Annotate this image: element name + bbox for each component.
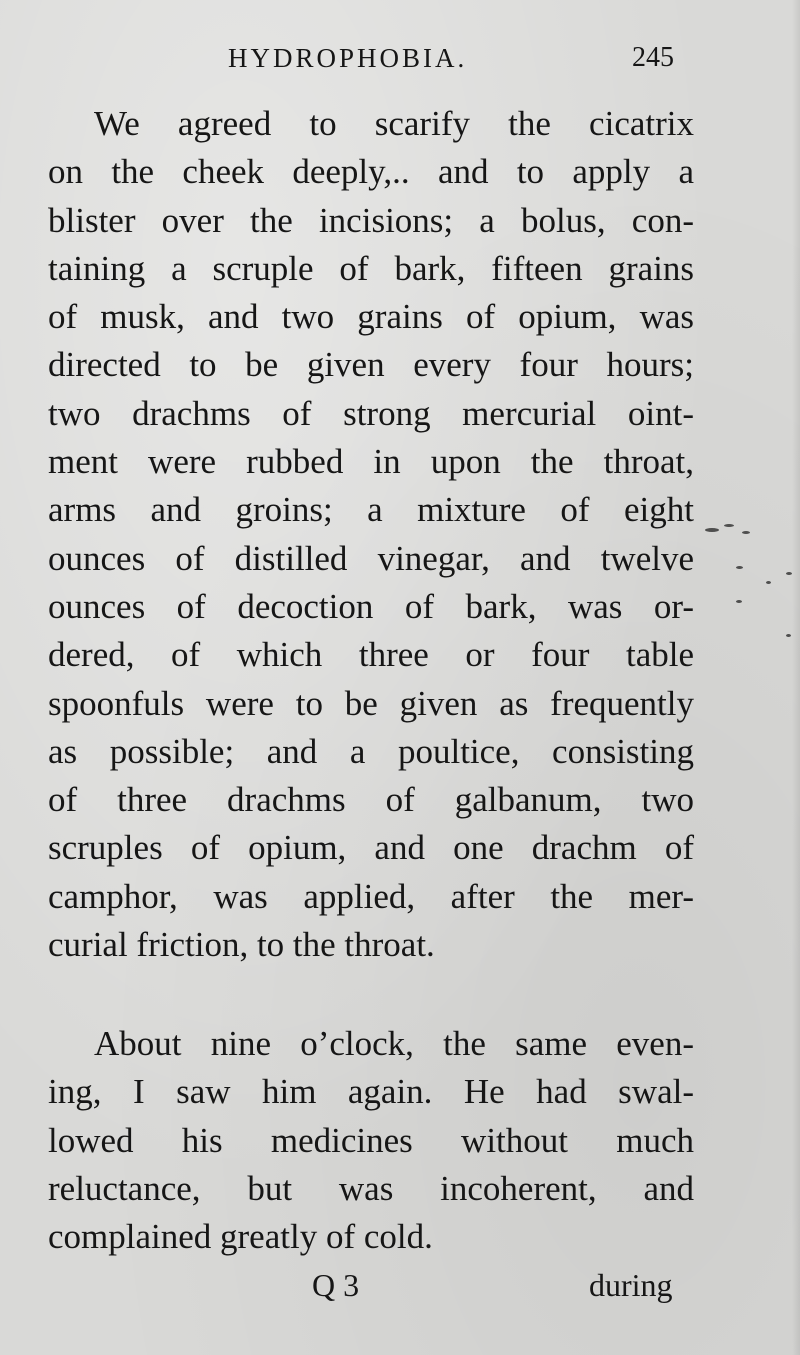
page-header [0,38,800,78]
text-line: blister over the incisions; a bolus, con- [48,200,694,240]
running-title: HYDROPHOBIA. [228,43,468,73]
page-footer [0,1262,800,1308]
text-line: ment were rubbed in upon the throat, [48,442,694,482]
ink-speck [766,581,771,584]
text-line: arms and groins; a mixture of eight [48,490,694,530]
text-line: camphor, was applied, after the mer- [48,876,694,916]
ink-speck [705,528,719,532]
ink-speck [736,600,742,603]
text-line: as possible; and a poultice, consisting [48,731,694,771]
ink-speck [724,524,734,527]
text-line: lowed his medicines without much [48,1120,694,1160]
text-line: on the cheek deeply,.. and to apply a [48,152,694,192]
page-edge-shadow [792,0,800,1355]
ink-speck [742,531,750,534]
page-number: 245 [632,42,674,73]
text-line: spoonfuls were to be given as frequently [48,683,694,723]
signature-mark: Q 3 [312,1267,360,1303]
text-line: complained greatly of cold. [48,1217,433,1257]
text-line: of musk, and two grains of opium, was [48,297,694,337]
ink-speck [786,634,791,637]
text-line: ounces of decoction of bark, was or- [48,586,694,626]
text-line: ing, I saw him again. He had swal- [48,1072,694,1112]
paragraph-1 [48,100,694,969]
text-line: taining a scruple of bark, fifteen grains [48,248,694,288]
text-line: About nine o’clock, the same even- [94,1024,694,1063]
text-line: directed to be given every four hours; [48,345,694,385]
text-line: dered, of which three or four table [48,635,694,675]
text-line: scruples of opium, and one drachm of [48,828,694,868]
text-line: curial friction, to the throat. [48,925,435,965]
text-line: two drachms of strong mercurial oint- [48,393,694,433]
text-line: We agreed to scarify the cicatrix [94,104,694,143]
ink-speck [736,566,743,569]
paragraph-2 [48,1020,694,1261]
text-line: of three drachms of galbanum, two [48,780,694,820]
catchword: during [589,1267,673,1303]
text-line: ounces of distilled vinegar, and twelve [48,538,694,578]
text-line: reluctance, but was incoherent, and [48,1168,694,1208]
